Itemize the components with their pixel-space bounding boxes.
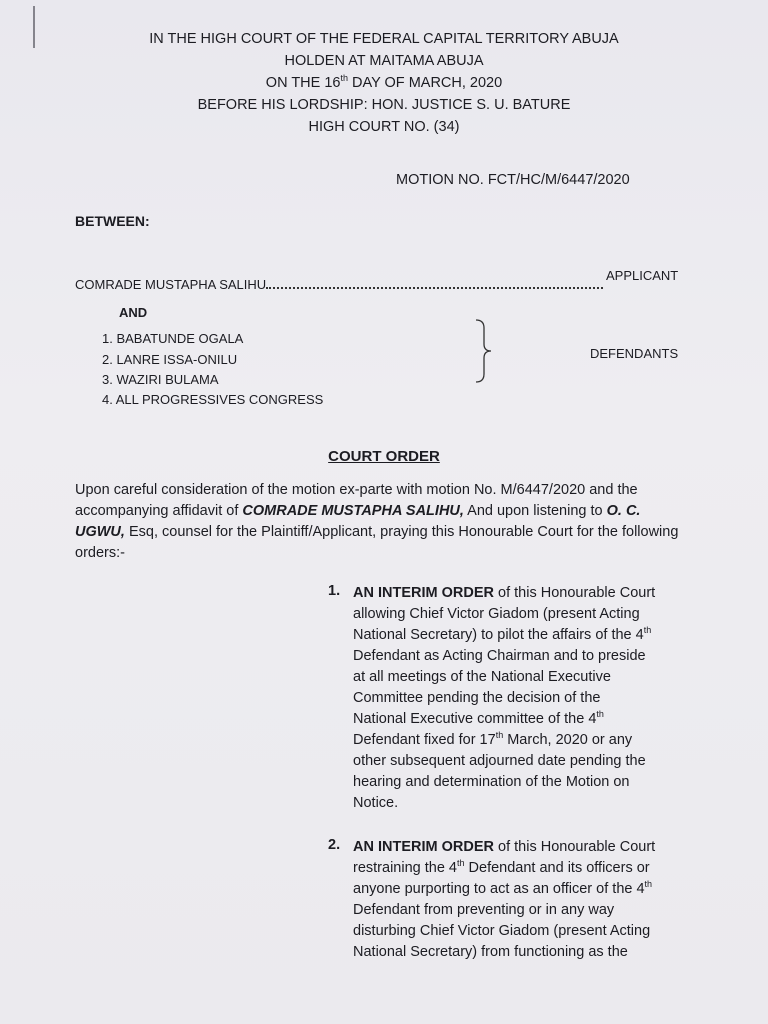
dotted-leader bbox=[266, 285, 603, 289]
defendant-item: 1. BABATUNDE OGALA bbox=[102, 331, 244, 346]
order-number: 2. bbox=[328, 837, 341, 853]
curly-brace bbox=[474, 318, 494, 384]
order-1-text: AN INTERIM ORDER of this Honourable Court allowing Chief Victor Giadom (present Acting National Secretary) to pilot the affairs of the 4th Defendant as Acting Chairman and to preside at all meetings of the National Executive Committee pending the decision of the National Executive committee of the 4th Defendant fixed for 17th March, 2020 or any other subsequent adjourned date pending the hearing and determination of the Motion on Notice. bbox=[353, 585, 656, 811]
defendant-item: 4. ALL PROGRESSIVES CONGRESS bbox=[102, 392, 324, 407]
motion-number: MOTION NO. FCT/HC/M/6447/2020 bbox=[396, 172, 630, 188]
applicant-role: APPLICANT bbox=[606, 268, 679, 283]
defendants-role: DEFENDANTS bbox=[590, 346, 679, 361]
document-title: COURT ORDER bbox=[328, 448, 440, 465]
order-number: 1. bbox=[328, 583, 341, 599]
court-name: IN THE HIGH COURT OF THE FEDERAL CAPITAL TERRITORY ABUJA bbox=[149, 31, 619, 47]
defendant-item: 3. WAZIRI BULAMA bbox=[102, 372, 219, 387]
intro-paragraph: Upon careful consideration of the motion ex-parte with motion No. M/6447/2020 and the accompanying affidavit of COMRADE MUSTAPHA SALIHU, And upon listening to O. C. UGWU, Esq, counsel for the Plaintiff/Applicant, praying this Honourable Court for the following orders:- bbox=[75, 482, 679, 561]
between-label: BETWEEN: bbox=[75, 213, 150, 229]
defendant-item: 2. LANRE ISSA-ONILU bbox=[102, 352, 238, 367]
applicant-name: COMRADE MUSTAPHA SALIHU bbox=[75, 277, 267, 292]
order-2-text: AN INTERIM ORDER of this Honourable Court restraining the 4th Defendant and its officers or anyone purporting to act as an officer of the 4th Defendant from preventing or in any way disturbing Chief Victor Giadom (present Acting National Secretary) from functioning as the bbox=[353, 839, 656, 960]
hearing-date: ON THE 16th DAY OF MARCH, 2020 bbox=[265, 73, 503, 91]
court-number: HIGH COURT NO. (34) bbox=[308, 119, 460, 135]
court-location: HOLDEN AT MAITAMA ABUJA bbox=[284, 53, 484, 69]
and-label: AND bbox=[119, 305, 148, 320]
judge-name: BEFORE HIS LORDSHIP: HON. JUSTICE S. U. BATURE bbox=[197, 97, 571, 113]
